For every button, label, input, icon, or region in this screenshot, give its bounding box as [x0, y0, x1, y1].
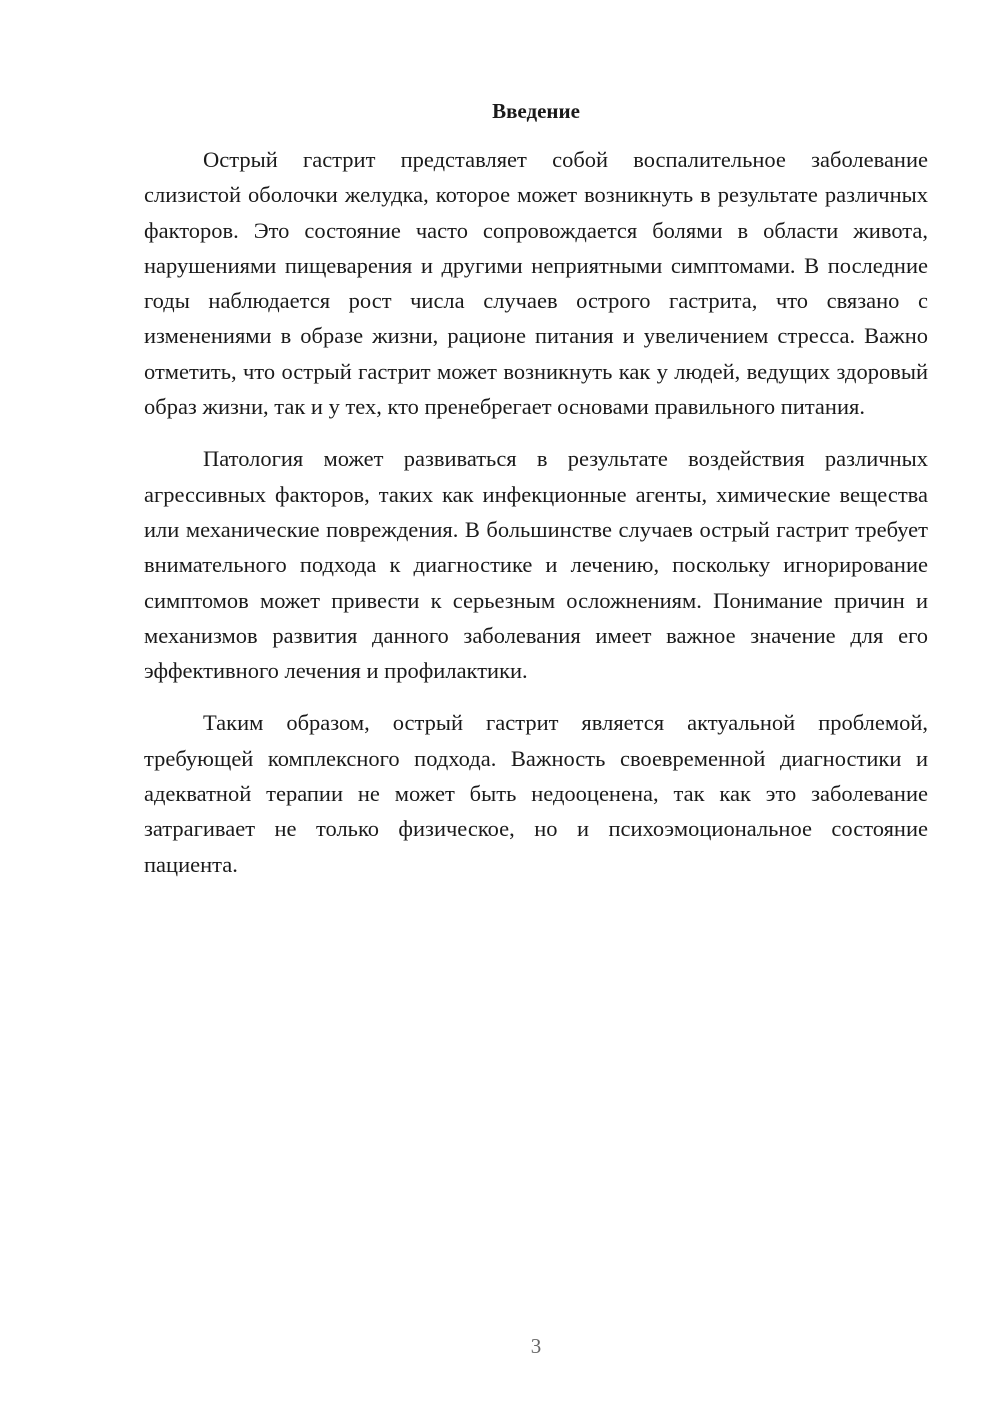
paragraph: Таким образом, острый гастрит является актуальной проблемой, требующей комплексного подхода. Важность своевременной диагностики и адекватной терапии не может быть недооценена, так как это заболевание затрагивает не только физическое, но и психоэмоциональное состояние пациента. [144, 710, 928, 877]
paragraph: Острый гастрит представляет собой воспалительное заболевание слизистой оболочки желудка, которое может возникнуть в результате различных факторов. Это состояние часто сопровождается болями в области живота, нарушениями пищеварения и другими неприятными симптомами. В последние годы наблюдается рост числа случаев острого гастрита, что связано с изменениями в образе жизни, рационе питания и увеличением стресса. Важно отметить, что острый гастрит может возникнуть как у людей, ведущих здоровый образ жизни, так и у тех, кто пренебрегает основами правильного питания. [144, 147, 928, 420]
page-number: 3 [530, 1334, 542, 1358]
body-text [144, 142, 928, 899]
paragraph: Патология может развиваться в результате воздействия различных агрессивных факторов, таких как инфекционные агенты, химические вещества или механические повреждения. В большинстве случаев острый гастрит требует внимательного подхода к диагностике и лечению, поскольку игнорирование симптомов может привести к серьезным осложнениям. Понимание причин и механизмов развития данного заболевания имеет важное значение для его эффективного лечения и профилактики. [144, 446, 928, 684]
section-title: Введение [492, 99, 580, 123]
